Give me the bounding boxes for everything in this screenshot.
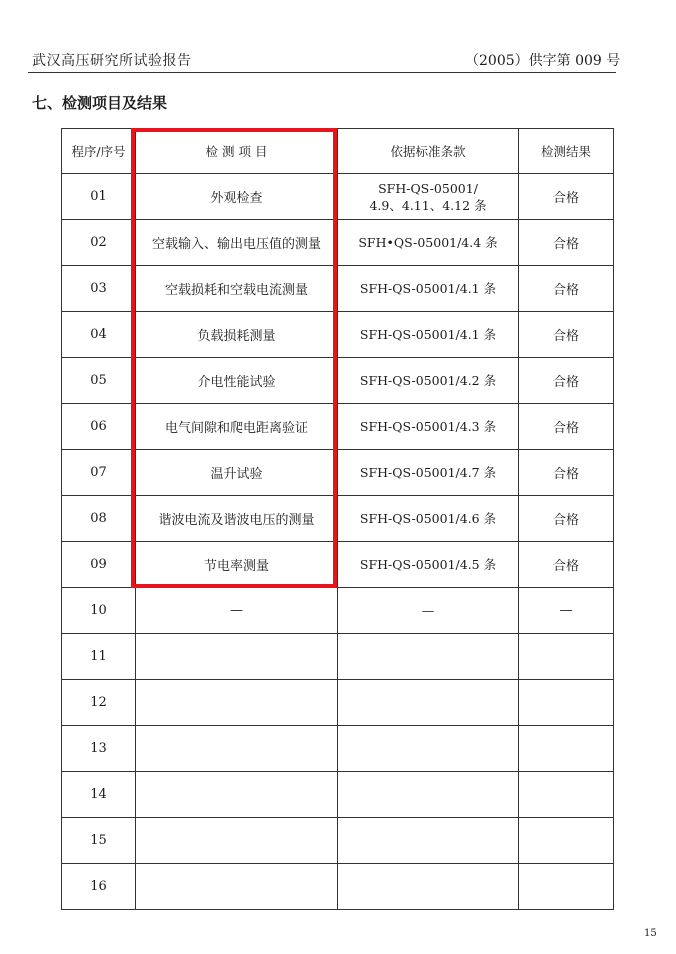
row-test-result-cell [519,680,614,726]
row-test-item-cell: 电气间隙和爬电距离验证 [136,404,338,450]
table-row [62,818,614,864]
table-row [62,680,614,726]
row-sequence-cell: 05 [62,358,136,404]
row-standard-clause-cell: SFH•QS-05001/4.4 条 [338,220,519,266]
standard-clause-line: SFH-QS-05001/ [378,180,478,196]
row-standard-clause-cell [338,818,519,864]
row-test-result-cell [519,772,614,818]
row-standard-clause-cell: SFH-QS-05001/4.1 条 [338,266,519,312]
row-sequence-cell: 01 [62,174,136,220]
row-test-item-cell: 节电率测量 [136,542,338,588]
row-sequence-cell: 03 [62,266,136,312]
table-row [62,312,614,358]
row-test-item-cell [136,726,338,772]
row-test-item-cell: 负载损耗测量 [136,312,338,358]
row-test-item-cell: 空载输入、输出电压值的测量 [136,220,338,266]
table-row [62,174,614,220]
row-standard-clause-cell [338,680,519,726]
table-row [62,450,614,496]
table-row [62,726,614,772]
row-test-item-cell [136,680,338,726]
row-standard-clause-cell: SFH-QS-05001/4.1 条 [338,312,519,358]
row-test-result-cell: 合格 [519,404,614,450]
institute-report-title: 武汉高压研究所试验报告 [32,53,192,69]
row-standard-clause-cell [338,772,519,818]
row-standard-clause-cell: SFH-QS-05001/4.6 条 [338,496,519,542]
table-row [62,542,614,588]
row-sequence-cell: 15 [62,818,136,864]
row-test-item-cell: 介电性能试验 [136,358,338,404]
table-row [62,772,614,818]
header-divider [28,72,616,73]
table-row [62,358,614,404]
row-test-result-cell: 合格 [519,312,614,358]
table-header-row [62,129,614,174]
row-sequence-cell: 02 [62,220,136,266]
row-test-result-cell: 合格 [519,266,614,312]
table-body [62,174,614,910]
section-title: 七、检测项目及结果 [32,94,168,112]
table-row [62,634,614,680]
column-header-test-item: 检 测 项 目 [136,129,338,174]
column-header-standard-clause: 依据标准条款 [338,129,519,174]
row-test-result-cell: 合格 [519,496,614,542]
table-row [62,864,614,910]
row-standard-clause-cell: SFH-QS-05001/4.2 条 [338,358,519,404]
row-test-result-cell [519,864,614,910]
row-sequence-cell: 08 [62,496,136,542]
row-test-result-cell [519,818,614,864]
row-test-result-cell: 合格 [519,450,614,496]
row-sequence-cell: 09 [62,542,136,588]
table-row [62,404,614,450]
row-test-item-cell: 温升试验 [136,450,338,496]
row-standard-clause-cell: SFH-QS-05001/4.3 条 [338,404,519,450]
standard-clause-line: 4.9、4.11、4.12 条 [369,197,487,213]
row-standard-clause-cell: — [338,588,519,634]
row-test-result-cell: 合格 [519,358,614,404]
row-sequence-cell: 13 [62,726,136,772]
row-sequence-cell: 10 [62,588,136,634]
table-row [62,588,614,634]
row-test-item-cell [136,772,338,818]
row-sequence-cell: 04 [62,312,136,358]
column-header-test-result: 检测结果 [519,129,614,174]
row-test-result-cell: 合格 [519,174,614,220]
column-header-sequence: 程序/序号 [62,129,136,174]
row-sequence-cell: 06 [62,404,136,450]
row-test-result-cell [519,634,614,680]
row-sequence-cell: 14 [62,772,136,818]
row-test-item-cell [136,864,338,910]
report-number: （2005）供字第 009 号 [465,53,621,69]
row-test-result-cell: 合格 [519,220,614,266]
row-standard-clause-cell: SFH-QS-05001/4.7 条 [338,450,519,496]
row-sequence-cell: 07 [62,450,136,496]
row-test-item-cell: 空载损耗和空载电流测量 [136,266,338,312]
page-number: 15 [644,928,657,939]
row-sequence-cell: 11 [62,634,136,680]
row-standard-clause-cell [338,726,519,772]
row-standard-clause-cell: SFH-QS-05001/4.5 条 [338,542,519,588]
test-items-table [61,128,614,910]
row-test-item-cell: 外观检查 [136,174,338,220]
row-sequence-cell: 12 [62,680,136,726]
row-standard-clause-cell [338,864,519,910]
row-test-result-cell [519,726,614,772]
row-standard-clause-cell [338,634,519,680]
row-sequence-cell: 16 [62,864,136,910]
row-standard-clause-cell [338,174,519,220]
row-test-item-cell: 谐波电流及谐波电压的测量 [136,496,338,542]
row-test-item-cell [136,818,338,864]
row-test-result-cell: — [519,588,614,634]
row-test-item-cell: — [136,588,338,634]
table-row [62,496,614,542]
table-row [62,266,614,312]
row-test-result-cell: 合格 [519,542,614,588]
table-row [62,220,614,266]
row-test-item-cell [136,634,338,680]
